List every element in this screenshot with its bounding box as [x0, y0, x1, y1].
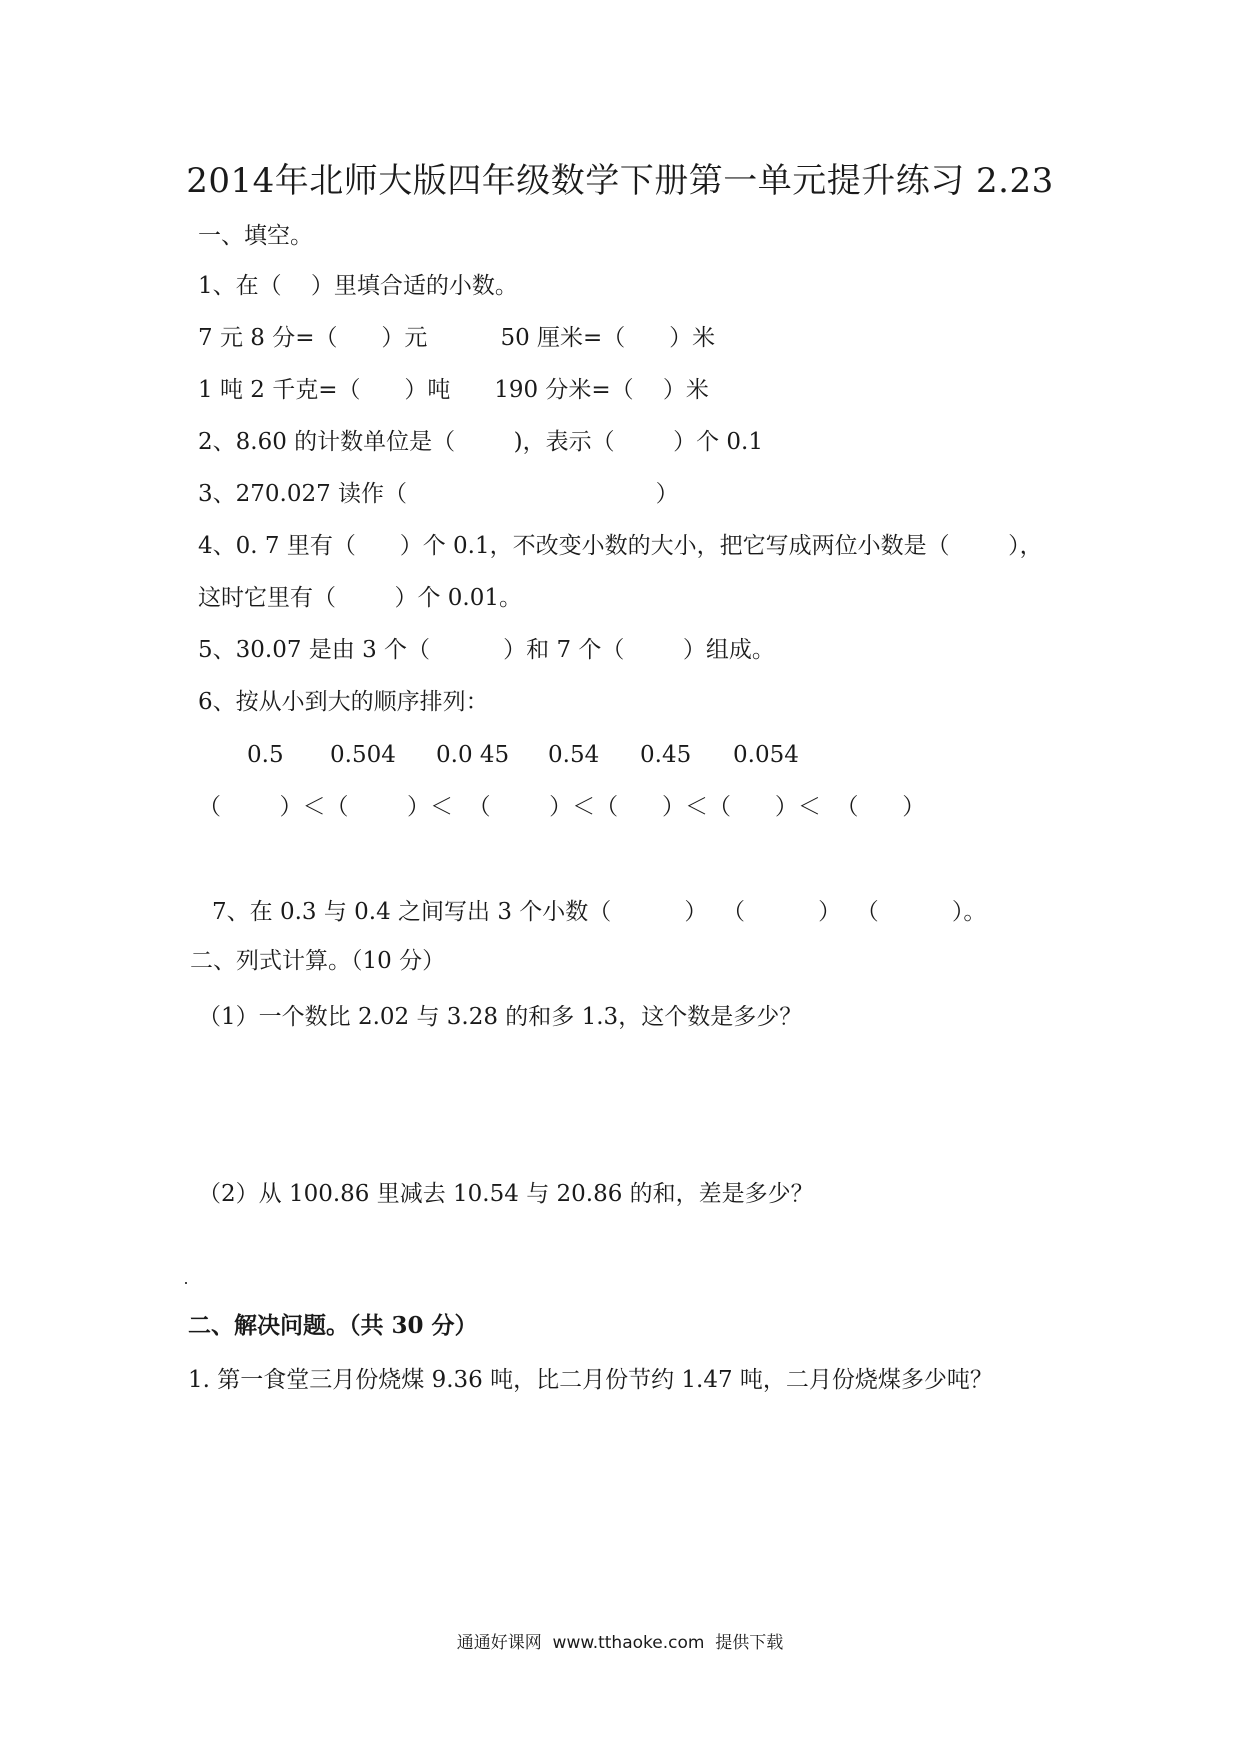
number-item: 0.054	[733, 742, 799, 768]
problem-question-1: 1. 第一食堂三月份烧煤 9.36 吨，比二月份节约 1.47 吨，二月份烧煤多少吨？	[188, 1367, 993, 1393]
question-6: 6、按从小到大的顺序排列：	[198, 689, 489, 715]
question-1-row-1: 7 元 8 分=（ ）元 50 厘米=（ ）米	[198, 325, 716, 351]
scan-speck	[185, 1282, 187, 1284]
question-4-line-2: 这时它里有（ ）个 0.01。	[198, 585, 523, 611]
question-2: 2、8.60 的计数单位是（ )，表示（ ）个 0.1	[198, 429, 763, 455]
question-5: 5、30.07 是由 3 个（ ）和 7 个（ ）组成。	[198, 637, 775, 663]
number-item: 0.504	[330, 742, 396, 768]
question-1: 1、在（ ）里填合适的小数。	[198, 273, 518, 299]
section-problem-solving-heading: 二、解决问题。（共 30 分）	[188, 1312, 478, 1339]
number-item: 0.0 45	[436, 742, 510, 768]
ordering-answer-line: （ ）＜（ ）＜ （ ）＜（ ）＜（ ）＜ （ ）	[198, 794, 926, 820]
question-4-line-1: 4、0. 7 里有（ ）个 0.1，不改变小数的大小，把它写成两位小数是（ ），	[198, 533, 1043, 559]
page-title: 2014年北师大版四年级数学下册第一单元提升练习 2.23	[186, 161, 1054, 201]
calculation-question-2: （2）从 100.86 里减去 10.54 与 20.86 的和，差是多少？	[198, 1181, 814, 1207]
question-3: 3、270.027 读作（ ）	[198, 481, 679, 507]
number-item: 0.54	[548, 742, 600, 768]
number-item: 0.5	[247, 742, 284, 768]
section-fill-blank-heading: 一、填空。	[198, 223, 313, 249]
number-item: 0.45	[640, 742, 692, 768]
question-7: 7、在 0.3 与 0.4 之间写出 3 个小数（ ） （ ） （ ）。	[212, 899, 987, 925]
page-footer: 通通好课网 www.tthaoke.com 提供下载	[456, 1633, 784, 1653]
section-calculation-heading: 二、列式计算。（10 分）	[190, 948, 446, 974]
question-1-row-2: 1 吨 2 千克=（ ）吨 190 分米=（ ）米	[198, 377, 709, 403]
calculation-question-1: （1）一个数比 2.02 与 3.28 的和多 1.3，这个数是多少？	[198, 1004, 803, 1030]
